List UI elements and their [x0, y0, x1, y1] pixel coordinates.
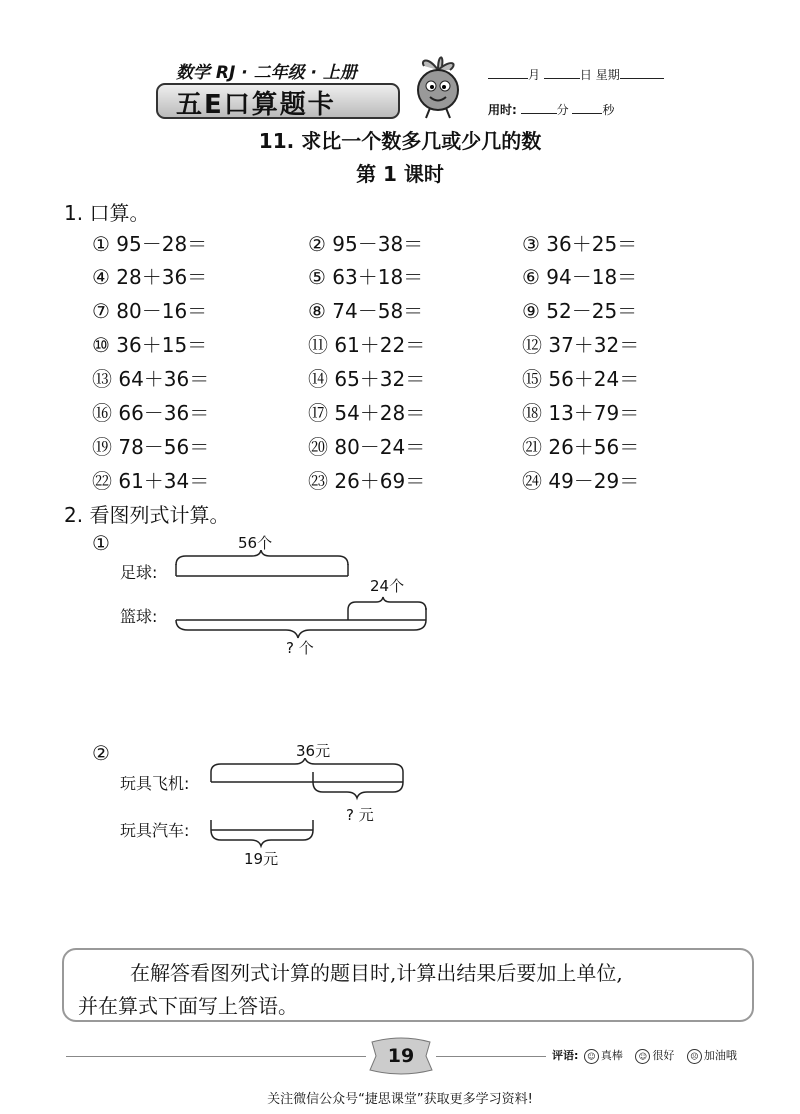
smile-face-icon[interactable]: ☺	[635, 1049, 650, 1064]
calc-problem: ⑧ 74－58＝	[308, 299, 424, 323]
radish-mascot-icon	[408, 52, 468, 120]
q1-heading: 1. 口算。	[64, 201, 150, 225]
diagram1-bars	[170, 550, 432, 640]
date-fields	[488, 66, 664, 83]
calc-problem: ③ 36＋25＝	[522, 232, 638, 256]
extra-brace	[348, 597, 426, 610]
calc-problem: ⑦ 80－16＝	[92, 299, 208, 323]
difference-brace	[313, 782, 403, 798]
second-label: 秒	[602, 103, 615, 117]
calc-problem: ⑪ 61＋22＝	[308, 333, 426, 357]
grin-face-icon[interactable]: ☺	[584, 1049, 599, 1064]
calc-problem: ㉔ 49－29＝	[522, 469, 640, 493]
diagram1-number: ①	[92, 531, 110, 555]
book-series: 数学 RJ · 二年级 · 上册	[176, 63, 357, 83]
calc-problem: ⑭ 65＋32＝	[308, 367, 426, 391]
calc-problem: ⑨ 52－25＝	[522, 299, 638, 323]
lesson-title: 11. 求比一个数多几或少几的数	[258, 129, 542, 153]
total-brace	[176, 620, 426, 638]
diagram1-top-value: 56个	[238, 534, 273, 552]
calc-problem: ⑬ 64＋36＝	[92, 367, 210, 391]
calc-problem: ② 95－38＝	[308, 232, 424, 256]
calc-problem: ⑥ 94－18＝	[522, 265, 638, 289]
calc-problem: ① 95－28＝	[92, 232, 208, 256]
diagram2-bars	[205, 758, 415, 850]
calc-problem: ⑱ 13＋79＝	[522, 401, 640, 425]
tip-line-1: 在解答看图列式计算的题目时,计算出结果后要加上单位,	[130, 961, 623, 985]
football-brace	[176, 550, 348, 565]
footer-rule-left	[66, 1056, 366, 1057]
footer-rule-right	[436, 1056, 546, 1057]
calc-problem: ⑲ 78－56＝	[92, 435, 210, 459]
diagram2-row2-label: 玩具汽车:	[120, 821, 190, 840]
tip-line-2: 并在算式下面写上答语。	[78, 994, 298, 1018]
minute-label: 分	[556, 103, 569, 117]
lesson-subtitle: 第 1 课时	[356, 162, 444, 186]
calc-problem: ⑰ 54＋28＝	[308, 401, 426, 425]
time-fields	[488, 101, 615, 118]
weekday-blank[interactable]	[620, 68, 664, 79]
bottom-note: 关注微信公众号“捷思课堂”获取更多学习资料!	[267, 1092, 533, 1107]
month-blank[interactable]	[488, 68, 528, 79]
diagram2-row1-label: 玩具飞机:	[120, 774, 190, 793]
time-label: 用时:	[488, 103, 517, 117]
cheer-face-icon[interactable]: ☹	[687, 1049, 702, 1064]
evaluation-option-3: 加油哦	[703, 1049, 737, 1062]
calc-problem: ⑯ 66－36＝	[92, 401, 210, 425]
evaluation-option-1: 真棒	[600, 1049, 623, 1062]
month-label: 月	[528, 68, 541, 82]
day-label: 日	[579, 68, 592, 82]
day-blank[interactable]	[544, 68, 580, 79]
diagram2-number: ②	[92, 741, 110, 765]
calc-problem: ⑤ 63＋18＝	[308, 265, 424, 289]
calc-problem: ㉑ 26＋56＝	[522, 435, 640, 459]
plane-brace	[211, 758, 403, 772]
calc-problem: ㉓ 26＋69＝	[308, 469, 426, 493]
calc-problem: ⑫ 37＋32＝	[522, 333, 640, 357]
q2-heading: 2. 看图列式计算。	[64, 503, 230, 527]
calc-problem: ④ 28＋36＝	[92, 265, 208, 289]
second-blank[interactable]	[572, 103, 602, 114]
minute-blank[interactable]	[521, 103, 557, 114]
card-title: 五E口算题卡	[176, 90, 336, 120]
diagram2-unknown: ? 元	[346, 806, 374, 824]
calc-problem: ⑮ 56＋24＝	[522, 367, 640, 391]
diagram1-unknown: ? 个	[286, 639, 314, 657]
calc-problem: ㉒ 61＋34＝	[92, 469, 210, 493]
weekday-label: 星期	[595, 68, 620, 82]
evaluation	[552, 1047, 737, 1064]
evaluation-label: 评语:	[552, 1049, 579, 1062]
calc-problem: ⑩ 36＋15＝	[92, 333, 208, 357]
page-number: 19	[387, 1045, 415, 1067]
diagram1-extra-value: 24个	[370, 577, 405, 595]
car-brace	[211, 830, 313, 846]
diagram2-bottom-value: 19元	[244, 850, 279, 868]
diagram2-top-value: 36元	[296, 742, 331, 760]
diagram1-row1-label: 足球:	[120, 563, 158, 582]
diagram1-row2-label: 篮球:	[120, 607, 158, 626]
evaluation-option-2: 很好	[652, 1049, 675, 1062]
calc-problem: ⑳ 80－24＝	[308, 435, 426, 459]
